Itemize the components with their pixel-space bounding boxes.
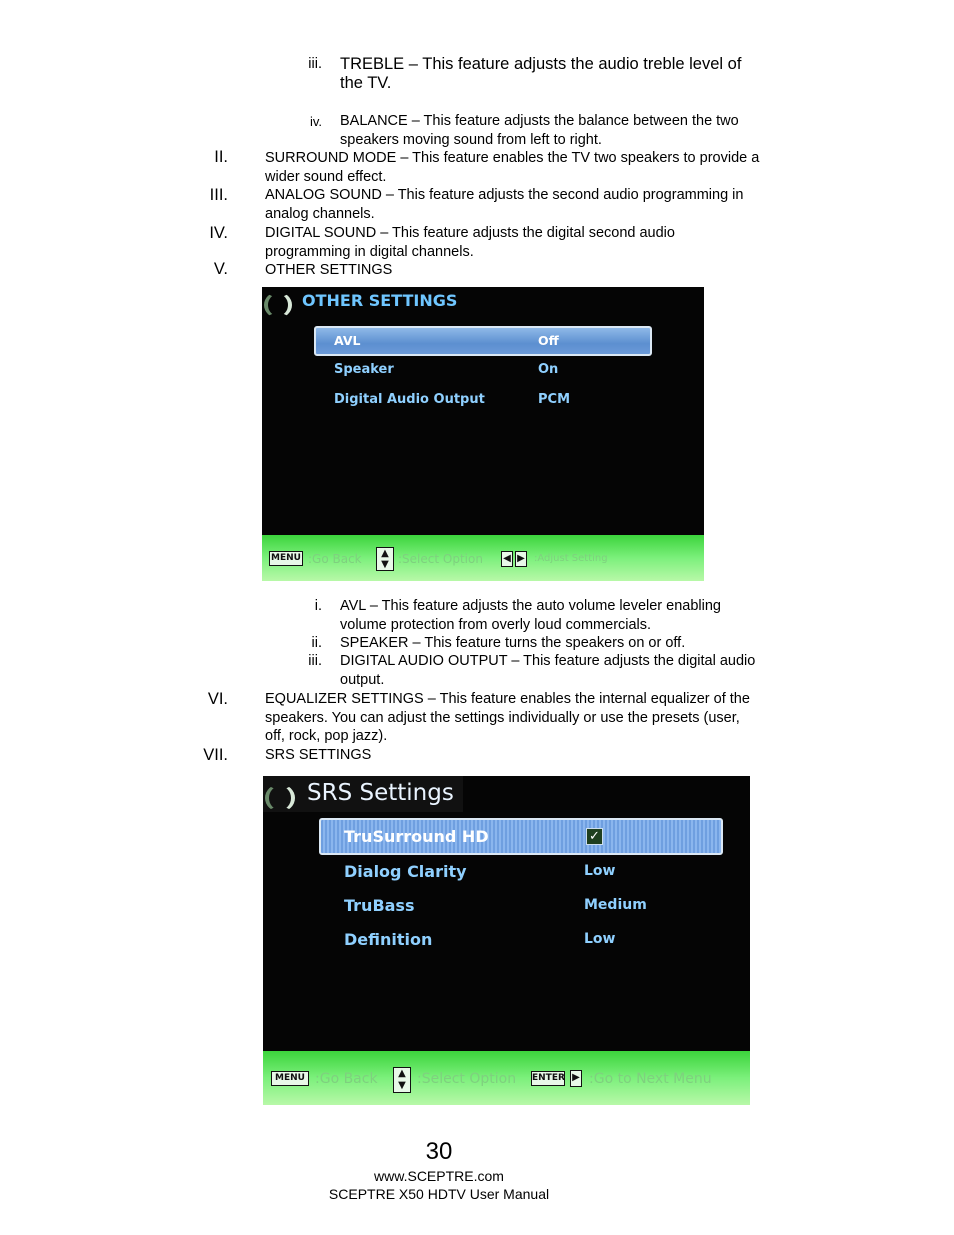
right-arrow-icon: ▶ [570,1070,582,1087]
section-text: SURROUND MODE – This feature enables the TV two speakers to provide a wider sound effect. [265,150,760,185]
section-text: OTHER SETTINGS [265,262,393,278]
row-value: Low [584,931,616,947]
srs-settings-screenshot [263,776,750,1105]
row-value: Off [538,333,559,348]
treble-text: TREBLE – This feature adjusts the audio treble level of the TV. [340,55,742,92]
section-marker: IV. [209,224,228,242]
row-value: On [538,362,559,377]
row-value: PCM [538,392,571,407]
right-arrow-icon: ▶ [515,551,527,567]
enter-key-icon: ENTER [531,1071,565,1086]
balance-text: BALANCE – This feature adjusts the balance between the two speakers moving sound from left to right. [340,113,739,148]
screen-footer [262,535,704,581]
up-down-arrow-icon: ▲ ▼ [393,1067,411,1093]
up-down-arrow-icon: ▲ ▼ [376,547,394,571]
screen-title: OTHER SETTINGS [302,291,458,310]
footer-hint: :Adjust Setting [534,553,608,564]
row-label: TruSurround HD [344,827,489,846]
row-label: Dialog Clarity [344,862,467,881]
list-marker: ii. [311,635,322,651]
digital-audio-output-text: DIGITAL AUDIO OUTPUT – This feature adjusts the digital audio output. [340,653,756,688]
row-value: Low [584,863,616,879]
row-label: Definition [344,930,433,949]
row-value: Medium [584,897,647,913]
row-label: AVL [334,333,361,348]
selected-row-avl [314,326,652,356]
website-link: www.SCEPTRE.com [374,1168,504,1184]
list-marker: i. [314,598,322,614]
section-text: ANALOG SOUND – This feature adjusts the second audio programming in analog channels. [265,187,744,222]
section-marker: VII. [203,746,228,764]
checkbox-checked-icon: ✓ [586,828,603,845]
sceptre-logo-icon [264,292,292,318]
left-arrow-icon: ◀ [501,551,513,567]
section-marker: VI. [207,690,228,708]
list-marker: iii. [308,56,322,72]
row-label: Digital Audio Output [334,392,485,407]
screen-title: SRS Settings [307,780,454,806]
list-marker: iii. [308,653,322,669]
section-text: SRS SETTINGS [265,747,372,763]
section-marker: III. [209,186,228,204]
list-marker: iv. [309,114,322,129]
page-number: 30 [425,1138,453,1165]
menu-key-icon: MENU [271,1071,309,1086]
footer-hint: :Go Back [308,552,362,566]
other-settings-screenshot [262,287,704,581]
section-marker: V. [213,260,228,278]
row-label: Speaker [334,362,394,377]
selected-row-trusurround [319,818,723,855]
footer-hint: :Select Option [398,552,483,566]
sceptre-logo-icon [265,784,295,812]
row-label: TruBass [344,896,415,915]
avl-text: AVL – This feature adjusts the auto volume leveler enabling volume protection from overly loud commercials. [340,598,721,633]
footer-hint: :Go Back [315,1071,378,1087]
section-text: DIGITAL SOUND – This feature adjusts the digital second audio programming in digital channels. [265,225,675,260]
manual-title: SCEPTRE X50 HDTV User Manual [328,1186,550,1202]
section-text: EQUALIZER SETTINGS – This feature enables the internal equalizer of the speakers. You can adjust the settings individually or use the presets (user, off, rock, pop jazz). [265,691,750,744]
section-marker: II. [214,148,228,166]
footer-hint: :Go to Next Menu [589,1071,712,1087]
menu-key-icon: MENU [269,551,303,566]
speaker-text: SPEAKER – This feature turns the speakers on or off. [340,635,686,651]
screen-footer [263,1051,750,1105]
footer-hint: :Select Option [417,1071,517,1087]
